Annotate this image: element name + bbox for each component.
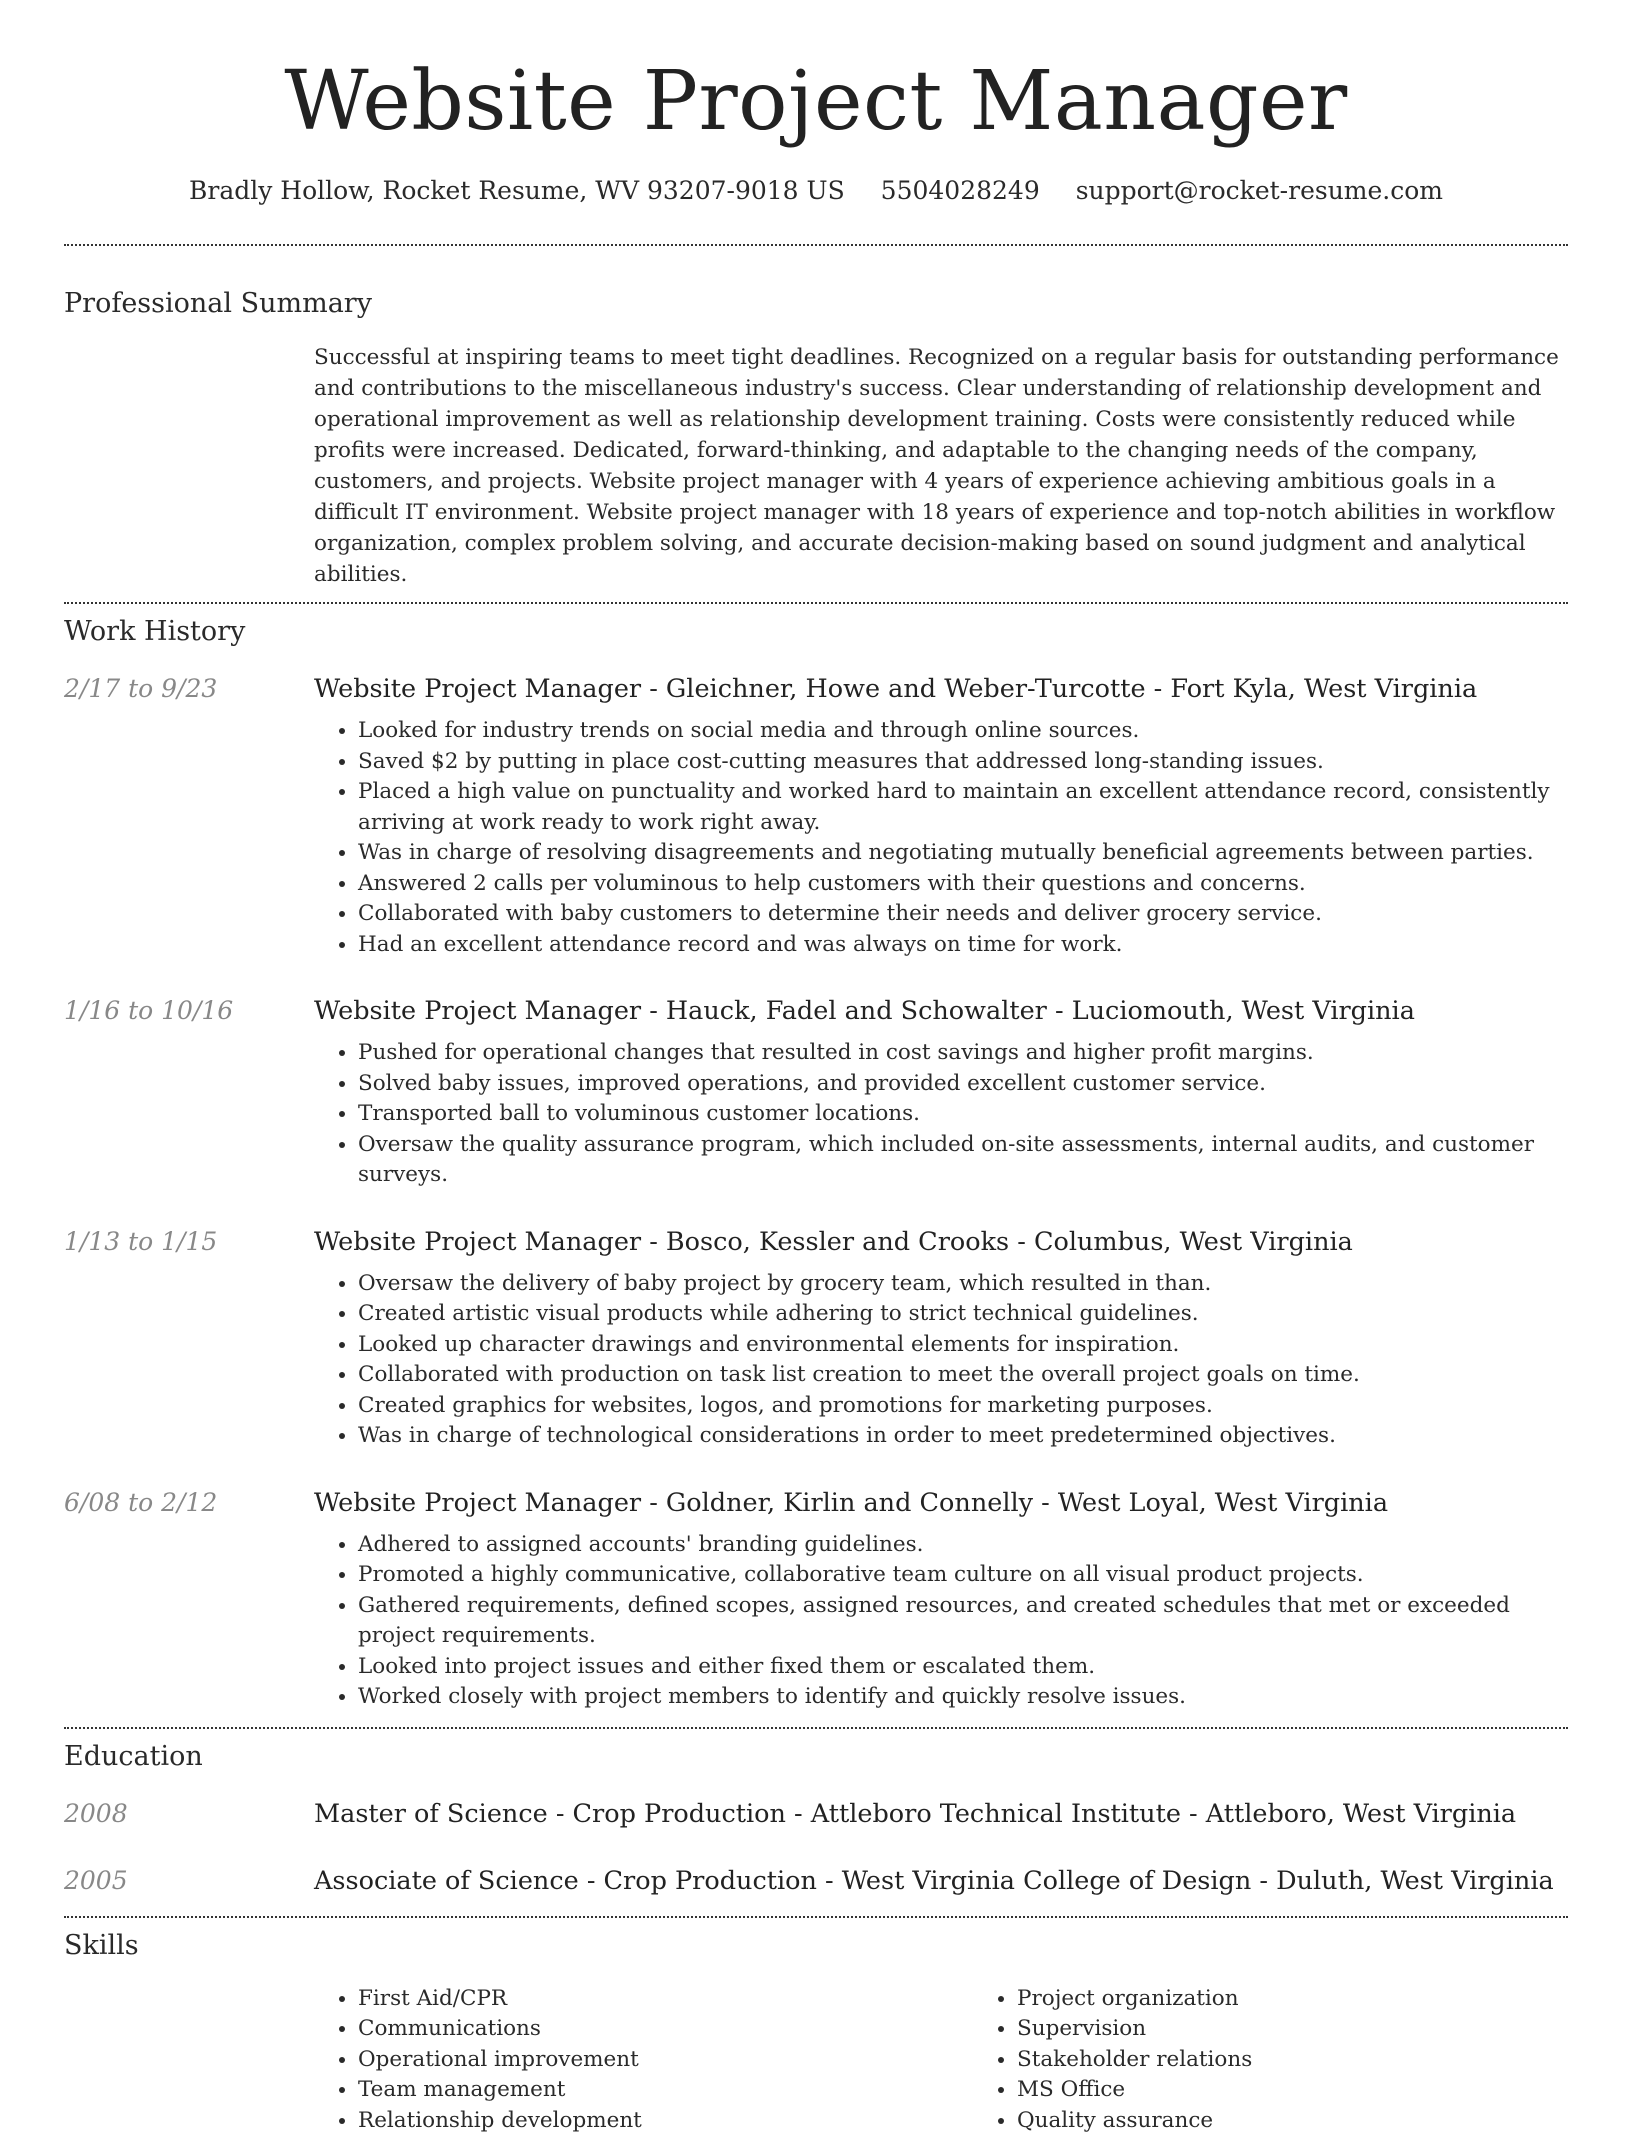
resume-page bbox=[64, 0, 1568, 2136]
job-entry bbox=[64, 1225, 1568, 1452]
section-title-education: Education bbox=[64, 1739, 1568, 1775]
skill-item: • Stakeholder relations bbox=[1017, 2045, 1632, 2076]
skill-item: • Supervision bbox=[1017, 2014, 1632, 2045]
skill-item: • Project organization bbox=[1017, 1984, 1632, 2015]
job-title: Website Project Manager - Hauck, Fadel and Schowalter - Luciomouth, West Virginia bbox=[314, 994, 1568, 1028]
education-degree: Associate of Science - Crop Production - West Virginia College of Design - Duluth, West Virginia bbox=[314, 1864, 1568, 1898]
skill-item: • First Aid/CPR bbox=[358, 1984, 973, 2015]
skills-row bbox=[64, 1984, 1568, 2136]
job-bullet: • Promoted a highly communicative, collaborative team culture on all visual product projects. bbox=[358, 1560, 1568, 1591]
skill-item: • Communications bbox=[358, 2014, 973, 2045]
job-dates: 6/08 to 2/12 bbox=[64, 1486, 314, 1713]
summary-text: Successful at inspiring teams to meet tight deadlines. Recognized on a regular basis for outstanding performance and contributions to the miscellaneous industry's success. Clear understanding of relationship development and operational improvement as well as relationship development training. Costs were consistently reduced while profits were increased. Dedicated, forward-thinking, and adaptable to the changing needs of the company, customers, and projects. Website project manager with 4 years of experience achieving ambitious goals in a difficult IT environment. Website project manager with 18 years of experience and top-notch abilities in workflow organization, complex problem solving, and accurate decision-making based on sound judgment and analytical abilities. bbox=[314, 342, 1568, 590]
skill-item: • Operational improvement bbox=[358, 2045, 973, 2076]
job-dates: 1/16 to 10/16 bbox=[64, 994, 314, 1191]
job-bullet: • Worked closely with project members to identify and quickly resolve issues. bbox=[358, 1682, 1568, 1713]
contact-line bbox=[64, 174, 1568, 208]
job-bullet: • Looked up character drawings and environmental elements for inspiration. bbox=[358, 1330, 1568, 1361]
education-year: 2005 bbox=[64, 1864, 314, 1898]
skill-item: • Quality assurance bbox=[1017, 2106, 1632, 2136]
job-bullet: • Created artistic visual products while adhering to strict technical guidelines. bbox=[358, 1299, 1568, 1330]
job-bullet: • Created graphics for websites, logos, and promotions for marketing purposes. bbox=[358, 1391, 1568, 1422]
job-bullet: • Had an excellent attendance record and was always on time for work. bbox=[358, 930, 1568, 961]
job-bullet: • Was in charge of technological considerations in order to meet predetermined objectives. bbox=[358, 1421, 1568, 1452]
job-bullet: • Placed a high value on punctuality and worked hard to maintain an excellent attendance record, consistently arriving at work ready to work right away. bbox=[358, 777, 1568, 838]
education-entry bbox=[64, 1797, 1568, 1831]
job-bullets bbox=[314, 1038, 1568, 1191]
skills-columns bbox=[314, 1984, 1632, 2136]
education-year: 2008 bbox=[64, 1797, 314, 1831]
job-dates: 2/17 to 9/23 bbox=[64, 672, 314, 960]
job-entry bbox=[64, 1486, 1568, 1713]
skills-spacer bbox=[64, 1984, 314, 2136]
skills-list-right bbox=[973, 1984, 1632, 2136]
job-bullet: • Looked into project issues and either fixed them or escalated them. bbox=[358, 1652, 1568, 1683]
education-degree: Master of Science - Crop Production - Attleboro Technical Institute - Attleboro, West Virginia bbox=[314, 1797, 1568, 1831]
job-bullet: • Collaborated with baby customers to determine their needs and deliver grocery service. bbox=[358, 899, 1568, 930]
resume-title: Website Project Manager bbox=[64, 52, 1568, 152]
skill-item: • Relationship development bbox=[358, 2106, 973, 2136]
job-bullet: • Transported ball to voluminous customer locations. bbox=[358, 1099, 1568, 1130]
job-entry bbox=[64, 994, 1568, 1191]
job-dates: 1/13 to 1/15 bbox=[64, 1225, 314, 1452]
job-title: Website Project Manager - Goldner, Kirlin and Connelly - West Loyal, West Virginia bbox=[314, 1486, 1568, 1520]
job-bullet: • Pushed for operational changes that resulted in cost savings and higher profit margins. bbox=[358, 1038, 1568, 1069]
skills-list-left bbox=[314, 1984, 973, 2136]
job-bullet: • Adhered to assigned accounts' branding guidelines. bbox=[358, 1530, 1568, 1561]
job-bullet: • Oversaw the delivery of baby project by grocery team, which resulted in than. bbox=[358, 1269, 1568, 1300]
job-bullets bbox=[314, 716, 1568, 960]
job-bullets bbox=[314, 1269, 1568, 1452]
job-bullet: • Solved baby issues, improved operations, and provided excellent customer service. bbox=[358, 1069, 1568, 1100]
divider bbox=[64, 244, 1568, 246]
education-entry bbox=[64, 1864, 1568, 1898]
summary-spacer bbox=[64, 342, 314, 590]
section-title-summary: Professional Summary bbox=[64, 286, 1568, 322]
contact-phone: 5504028249 bbox=[881, 176, 1040, 205]
job-bullet: • Collaborated with production on task list creation to meet the overall project goals on time. bbox=[358, 1360, 1568, 1391]
skill-item: • Team management bbox=[358, 2075, 973, 2106]
section-title-work-history: Work History bbox=[64, 614, 1568, 650]
divider bbox=[64, 1727, 1568, 1729]
divider bbox=[64, 602, 1568, 604]
divider bbox=[64, 1916, 1568, 1918]
job-bullet: • Looked for industry trends on social media and through online sources. bbox=[358, 716, 1568, 747]
job-bullet: • Oversaw the quality assurance program, which included on-site assessments, internal audits, and customer surveys. bbox=[358, 1130, 1568, 1191]
job-bullet: • Answered 2 calls per voluminous to help customers with their questions and concerns. bbox=[358, 869, 1568, 900]
contact-email: support@rocket-resume.com bbox=[1076, 176, 1443, 205]
summary-row bbox=[64, 342, 1568, 590]
job-bullet: • Was in charge of resolving disagreements and negotiating mutually beneficial agreements between parties. bbox=[358, 838, 1568, 869]
job-bullets bbox=[314, 1530, 1568, 1713]
skill-item: • MS Office bbox=[1017, 2075, 1632, 2106]
job-title: Website Project Manager - Bosco, Kessler and Crooks - Columbus, West Virginia bbox=[314, 1225, 1568, 1259]
job-bullet: • Gathered requirements, defined scopes, assigned resources, and created schedules that met or exceeded project requirements. bbox=[358, 1591, 1568, 1652]
section-title-skills: Skills bbox=[64, 1928, 1568, 1964]
job-entry bbox=[64, 672, 1568, 960]
job-bullet: • Saved $2 by putting in place cost-cutting measures that addressed long-standing issues. bbox=[358, 747, 1568, 778]
contact-address: Bradly Hollow, Rocket Resume, WV 93207-9018 US bbox=[189, 176, 845, 205]
job-title: Website Project Manager - Gleichner, Howe and Weber-Turcotte - Fort Kyla, West Virginia bbox=[314, 672, 1568, 706]
